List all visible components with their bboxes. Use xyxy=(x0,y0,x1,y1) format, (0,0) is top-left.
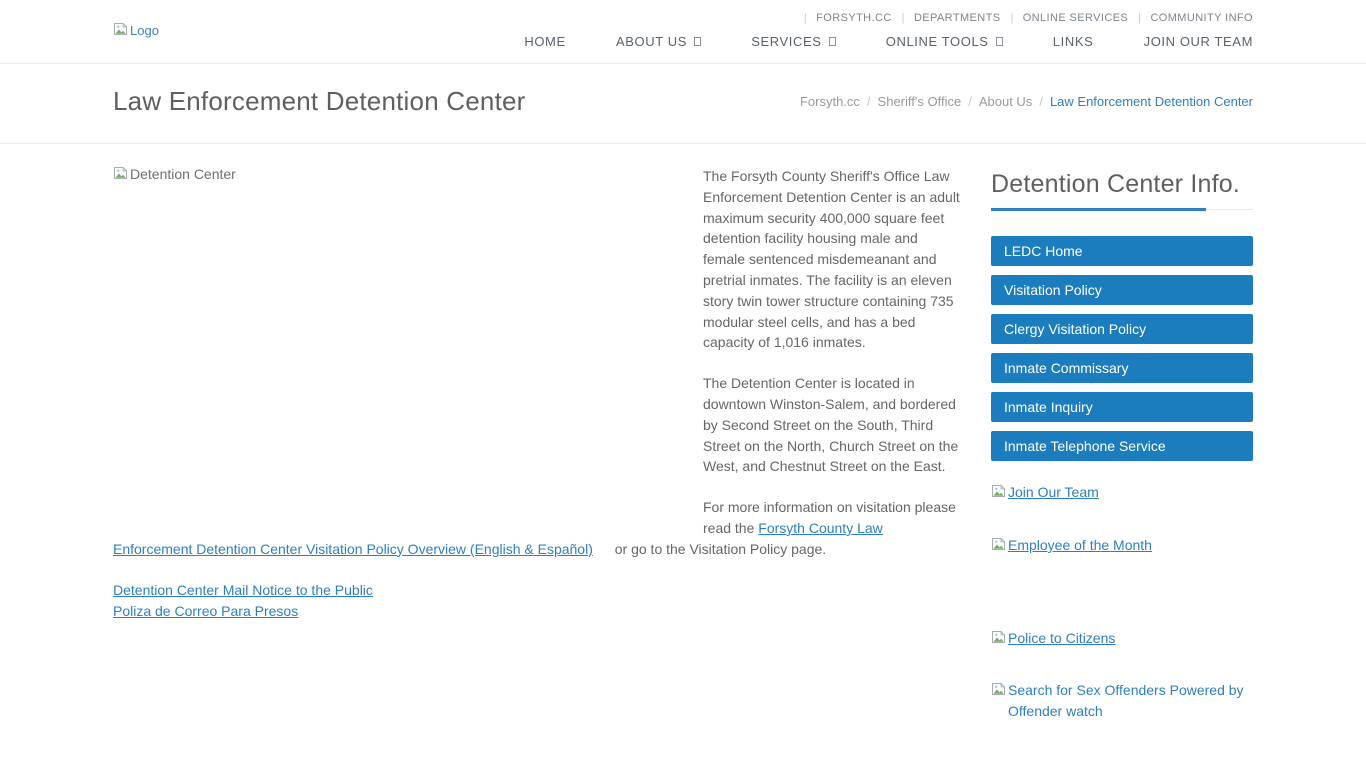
document-links xyxy=(113,580,960,622)
employee-of-the-month-link[interactable]: Employee of the Month xyxy=(991,535,1253,558)
article-column xyxy=(113,166,960,622)
nav-item-join-our-team[interactable]: JOIN OUR TEAM xyxy=(1143,34,1253,49)
utility-link-online-services[interactable]: ONLINE SERVICES xyxy=(1022,12,1129,24)
utility-separator: | xyxy=(1010,12,1014,24)
sidebar-button-visitation-policy[interactable]: Visitation Policy xyxy=(991,275,1253,305)
breadcrumb-separator: / xyxy=(866,94,871,109)
page-title-band xyxy=(0,64,1366,144)
utility-separator: | xyxy=(901,12,905,24)
utility-separator: | xyxy=(1138,12,1142,24)
sidebar xyxy=(991,166,1253,722)
breadcrumb-sheriffs-office[interactable]: Sheriff's Office xyxy=(877,94,962,109)
sidebar-button-inmate-inquiry[interactable]: Inmate Inquiry xyxy=(991,392,1253,422)
detention-center-image-placeholder xyxy=(113,166,688,526)
utility-link-community-info[interactable]: COMMUNITY INFO xyxy=(1150,12,1253,24)
sidebar-button-list xyxy=(991,236,1253,461)
nav-item-services[interactable]: SERVICES xyxy=(751,34,835,49)
utility-separator: | xyxy=(803,12,808,24)
nav-item-online-tools[interactable]: ONLINE TOOLS xyxy=(886,34,1003,49)
nav-item-links[interactable]: LINKS xyxy=(1052,34,1094,49)
nav-item-home[interactable]: HOME xyxy=(524,34,566,49)
dropdown-indicator-icon xyxy=(694,37,701,46)
join-our-team-link[interactable]: Join Our Team xyxy=(991,482,1253,505)
broken-image-icon xyxy=(991,680,1007,703)
sidebar-button-inmate-commissary[interactable]: Inmate Commissary xyxy=(991,353,1253,383)
sex-offenders-search-link[interactable]: Search for Sex Offenders Powered by Offender watch xyxy=(991,680,1253,722)
image-alt-text: Detention Center xyxy=(130,166,236,182)
broken-image-icon xyxy=(991,535,1007,558)
police-to-citizens-link[interactable]: Police to Citizens xyxy=(991,628,1253,651)
paragraph-location: The Detention Center is located in downtown Winston-Salem, and bordered by Second Street on the South, Third Street on the North, Church Street on the West, and Chestnut Street on the East. xyxy=(703,375,959,475)
utility-link-departments[interactable]: DEPARTMENTS xyxy=(913,12,1001,24)
dropdown-indicator-icon xyxy=(996,37,1003,46)
logo-alt-text: Logo xyxy=(130,23,159,38)
paragraph-visitation: For more information on visitation please read the Forsyth County Law Enforcement Detention Center Visitation Policy Overview (English & Español) or go to the Visitation Policy page. xyxy=(113,499,956,557)
sidebar-button-clergy-visitation-policy[interactable]: Clergy Visitation Policy xyxy=(991,314,1253,344)
breadcrumb-separator: / xyxy=(1039,94,1043,109)
utility-link-forsyth-cc[interactable]: FORSYTH.CC xyxy=(816,12,892,24)
broken-image-icon xyxy=(113,21,129,40)
breadcrumb xyxy=(800,94,1253,109)
breadcrumb-forsyth-cc[interactable]: Forsyth.cc xyxy=(799,94,860,109)
breadcrumb-about-us[interactable]: About Us xyxy=(978,94,1033,109)
dropdown-indicator-icon xyxy=(829,37,836,46)
sidebar-button-inmate-telephone-service[interactable]: Inmate Telephone Service xyxy=(991,431,1253,461)
breadcrumb-separator: / xyxy=(968,94,972,109)
nav-item-about-us[interactable]: ABOUT US xyxy=(616,34,701,49)
paragraph-facility-description: The Forsyth County Sheriff's Office Law Enforcement Detention Center is an adult maximum security 400,000 square feet detention facility housing male and female sentenced misdemeanant and pretrial inmates. The facility is an eleven story twin tower structure containing 735 modular steel cells, and has a bed capacity of 1,016 inmates. xyxy=(703,168,960,351)
utility-nav xyxy=(478,12,1253,24)
broken-image-icon xyxy=(991,628,1007,651)
sidebar-button-ledc-home[interactable]: LEDC Home xyxy=(991,236,1253,266)
poliza-de-correo-link[interactable]: Poliza de Correo Para Presos xyxy=(113,602,299,619)
site-header xyxy=(0,0,1366,64)
breadcrumb-current-page[interactable]: Law Enforcement Detention Center xyxy=(1049,94,1253,109)
page-title: Law Enforcement Detention Center xyxy=(113,86,526,116)
broken-image-icon xyxy=(991,482,1007,505)
mail-notice-link[interactable]: Detention Center Mail Notice to the Public xyxy=(113,581,373,598)
main-content xyxy=(0,144,1366,762)
broken-image-icon xyxy=(113,166,129,184)
visitation-policy-overview-link[interactable]: Forsyth County Law Enforcement Detention Center Visitation Policy Overview (English & Español) xyxy=(113,519,883,557)
sidebar-heading: Detention Center Info. xyxy=(991,170,1253,210)
site-logo[interactable] xyxy=(113,21,159,40)
main-nav xyxy=(478,34,1253,63)
